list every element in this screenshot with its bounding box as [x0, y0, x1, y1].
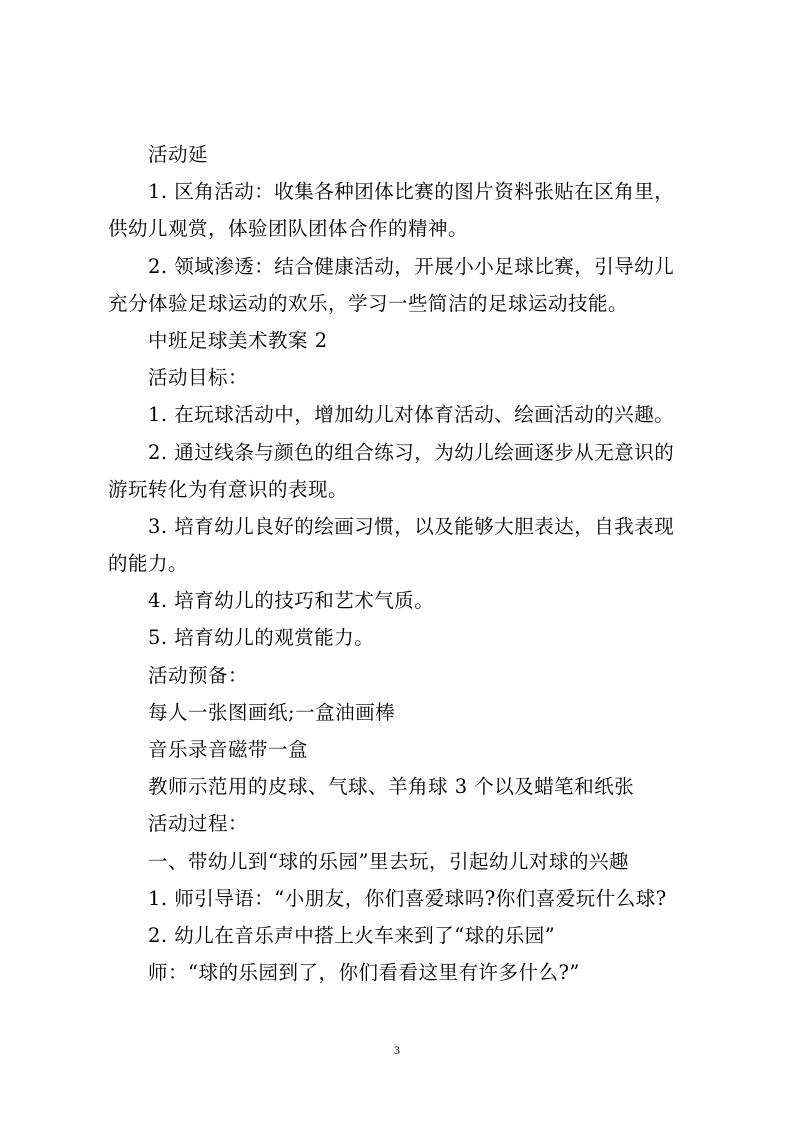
- text-line: 活动延: [148, 143, 209, 166]
- text-line: 1. 区角活动：收集各种团体比赛的图片资料张贴在区角里，: [148, 180, 675, 204]
- text-line: 5. 培育幼儿的观赏能力。: [148, 626, 375, 650]
- document-body: [108, 136, 708, 991]
- text-line: 活动目标：: [148, 366, 249, 390]
- text-line: 供幼儿观赏，体验团队团体合作的精神。: [108, 217, 469, 241]
- text-line: 音乐录音磁带一盒: [148, 738, 309, 761]
- text-line: 充分体验足球运动的欢乐，学习一些简洁的足球运动技能。: [108, 291, 629, 315]
- text-line: 2. 幼儿在音乐声中搭上火车来到了“球的乐园”: [148, 923, 556, 947]
- text-line: 活动预备：: [148, 663, 249, 687]
- text-line: 活动过程：: [148, 812, 249, 836]
- section-heading: 中班足球美术教案 2: [148, 328, 328, 352]
- text-line: 每人一张图画纸;一盒油画棒: [148, 700, 396, 724]
- text-line: 2. 通过线条与颜色的组合练习，为幼儿绘画逐步从无意识的: [148, 440, 675, 464]
- text-line: 3. 培育幼儿良好的绘画习惯，以及能够大胆表达，自我表现: [148, 514, 675, 538]
- page-number: 3: [394, 1043, 400, 1057]
- text-line: 游玩转化为有意识的表现。: [108, 477, 349, 501]
- text-line: 教师示范用的皮球、气球、羊角球 3 个以及蜡笔和纸张: [148, 775, 635, 799]
- text-line: 师：“球的乐园到了，你们看看这里有许多什么?”: [148, 961, 580, 985]
- text-line: 1. 在玩球活动中，增加幼儿对体育活动、绘画活动的兴趣。: [148, 403, 675, 427]
- text-line: 一、带幼儿到“球的乐园”里去玩，引起幼儿对球的兴趣: [148, 849, 629, 873]
- text-line: 2. 领域渗透：结合健康活动，开展小小足球比赛，引导幼儿: [148, 254, 675, 278]
- text-line: 的能力。: [108, 552, 189, 576]
- text-line: 4. 培育幼儿的技巧和艺术气质。: [148, 589, 435, 613]
- text-line: 1. 师引导语：“小朋友，你们喜爱球吗?你们喜爱玩什么球?: [148, 886, 667, 910]
